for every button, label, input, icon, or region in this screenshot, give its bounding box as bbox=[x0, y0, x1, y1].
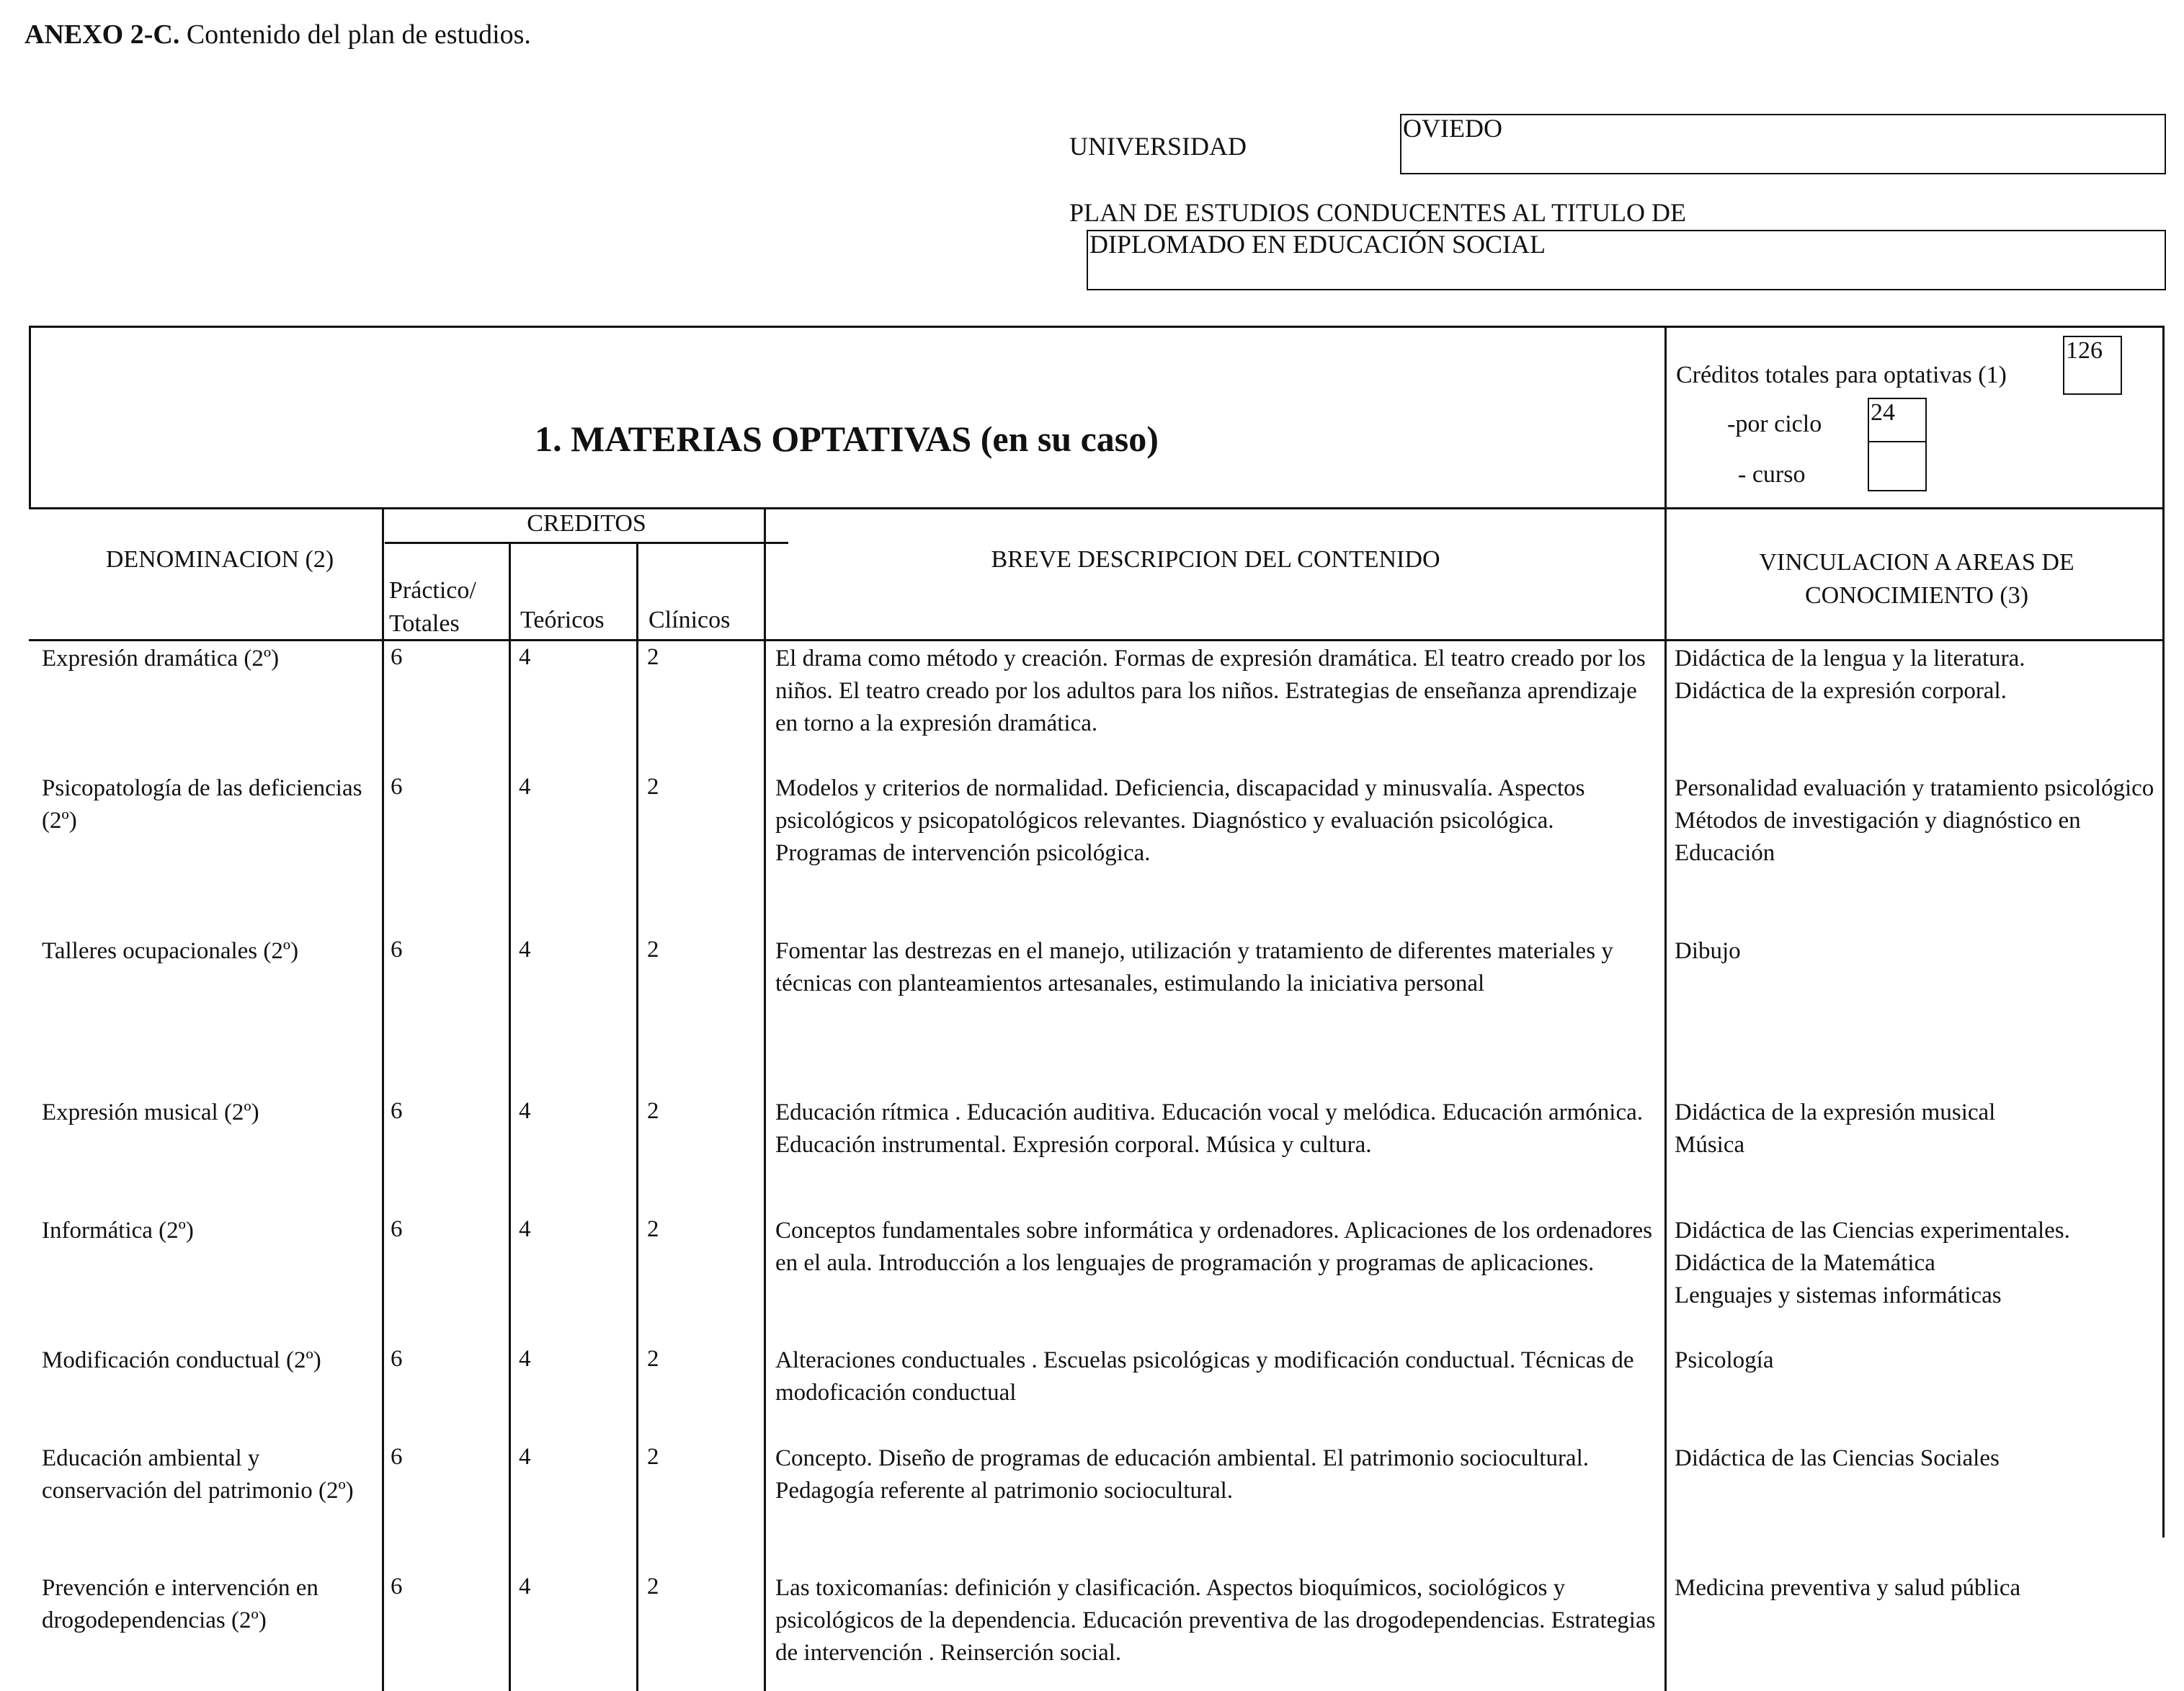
row-totales: 6 bbox=[391, 1346, 403, 1372]
row-totales: 6 bbox=[391, 1574, 403, 1599]
row-areas: Medicina preventiva y salud pública bbox=[1675, 1575, 2021, 1601]
row-teoricos: 4 bbox=[519, 937, 531, 963]
row-clinicos: 2 bbox=[647, 1098, 659, 1124]
plan-value: DIPLOMADO EN EDUCACIÓN SOCIAL bbox=[1089, 230, 1546, 259]
row-areas: Psicología bbox=[1675, 1347, 1774, 1373]
row-areas: Didáctica de la lengua y la literatura. Didáctica de la expresión corporal. bbox=[1675, 646, 2025, 704]
row-teoricos: 4 bbox=[519, 644, 531, 670]
row-description: Concepto. Diseño de programas de educación ambiental. El patrimonio sociocultural. Pedagogía referente al patrimonio sociocultural. bbox=[775, 1445, 1589, 1504]
row-areas: Personalidad evaluación y tratamiento psicológico Métodos de investigación y diagnóstico en Educación bbox=[1675, 775, 2154, 866]
annex-label: ANEXO 2-C. bbox=[24, 19, 180, 50]
row-clinicos: 2 bbox=[647, 1346, 659, 1372]
row-description: Las toxicomanías: definición y clasificación. Aspectos bioquímicos, sociológicos y psicológicos de la dependencia. Educación preventiva de las drogodependencias. Estrategias de intervención . Reinserción social. bbox=[775, 1575, 1656, 1666]
row-totales: 6 bbox=[391, 644, 403, 670]
col-descripcion: BREVE DESCRIPCION DEL CONTENIDO bbox=[991, 546, 1440, 573]
section-title: 1. MATERIAS OPTATIVAS (en su caso) bbox=[535, 419, 1159, 459]
row-name: Psicopatología de las deficiencias (2º) bbox=[42, 775, 362, 834]
row-totales: 6 bbox=[391, 1216, 403, 1242]
per-cycle-label: -por ciclo bbox=[1727, 411, 1822, 437]
row-name: Prevención e intervención en drogodependencias (2º) bbox=[42, 1575, 318, 1633]
row-areas: Didáctica de las Ciencias experimentales. Didáctica de la Matemática Lenguajes y sistemas informáticas bbox=[1675, 1218, 2070, 1308]
table-right-border-body bbox=[2162, 507, 2165, 1538]
table-left-border bbox=[29, 326, 31, 509]
row-teoricos: 4 bbox=[519, 774, 531, 800]
row-description: Conceptos fundamentales sobre informática y ordenadores. Aplicaciones de los ordenadores en el aula. Introducción a los lenguajes de programación y programas de aplicaciones. bbox=[775, 1218, 1652, 1276]
row-teoricos: 4 bbox=[519, 1216, 531, 1242]
plan-field bbox=[1087, 230, 2166, 290]
row-totales: 6 bbox=[391, 1444, 403, 1470]
row-totales: 6 bbox=[391, 937, 403, 963]
annex-title: Contenido del plan de estudios. bbox=[186, 19, 531, 50]
row-description: Educación rítmica . Educación auditiva. Educación vocal y melódica. Educación armónica. Educación instrumental. Expresión corporal. Música y cultura. bbox=[775, 1099, 1644, 1158]
col-creditos: CREDITOS bbox=[527, 510, 646, 537]
row-name: Informática (2º) bbox=[42, 1218, 194, 1244]
row-name: Expresión musical (2º) bbox=[42, 1099, 259, 1125]
col-teoricos: Teóricos bbox=[520, 607, 605, 633]
row-areas: Didáctica de las Ciencias Sociales bbox=[1675, 1445, 2000, 1471]
optional-subjects-table bbox=[29, 326, 2165, 1691]
row-name: Educación ambiental y conservación del patrimonio (2º) bbox=[42, 1445, 354, 1504]
row-clinicos: 2 bbox=[647, 937, 659, 963]
row-description: El drama como método y creación. Formas de expresión dramática. El teatro creado por los niños. El teatro creado por los adultos para los niños. Estrategias de enseñanza aprendizaje en torno a la expresión dramática. bbox=[775, 646, 1646, 736]
row-clinicos: 2 bbox=[647, 644, 659, 670]
annex-heading bbox=[24, 19, 531, 50]
row-name: Talleres ocupacionales (2º) bbox=[42, 938, 299, 964]
header-bottom-border bbox=[29, 639, 2165, 641]
vinculacion-column-divider bbox=[1664, 326, 1667, 1691]
table-right-border bbox=[2162, 326, 2165, 509]
row-clinicos: 2 bbox=[647, 1216, 659, 1242]
row-teoricos: 4 bbox=[519, 1346, 531, 1372]
credits-total-label: Créditos totales para optativas (1) bbox=[1676, 362, 2007, 388]
creditos-underline bbox=[385, 542, 788, 544]
row-totales: 6 bbox=[391, 1098, 403, 1124]
row-areas: Didáctica de la expresión musical Música bbox=[1675, 1099, 1996, 1158]
per-cycle-value: 24 bbox=[1871, 399, 1895, 426]
plan-label: PLAN DE ESTUDIOS CONDUCENTES AL TITULO DE bbox=[1069, 198, 1686, 227]
row-name: Modificación conductual (2º) bbox=[42, 1347, 321, 1373]
divider-name-credits bbox=[382, 507, 384, 1691]
row-areas: Dibujo bbox=[1675, 938, 1741, 964]
row-description: Fomentar las destrezas en el manejo, utilización y tratamiento de diferentes materiales y técnicas con planteamientos artesanales, estimulando la iniciativa personal bbox=[775, 938, 1613, 996]
row-name: Expresión dramática (2º) bbox=[42, 646, 280, 672]
divider-totales-teoricos bbox=[509, 542, 511, 1691]
row-teoricos: 4 bbox=[519, 1098, 531, 1124]
row-clinicos: 2 bbox=[647, 1574, 659, 1599]
per-course-label: - curso bbox=[1738, 461, 1806, 488]
row-description: Modelos y criterios de normalidad. Deficiencia, discapacidad y minusvalía. Aspectos psicológicos y psicopatológicos relevantes. Diagnóstico y evaluación psicológica. Programas de intervención psicológica. bbox=[775, 775, 1585, 866]
divider-teoricos-clinicos bbox=[636, 542, 638, 1691]
university-value: OVIEDO bbox=[1403, 114, 1502, 143]
title-bottom-border bbox=[29, 507, 2165, 509]
per-cycle-box bbox=[1868, 398, 1927, 442]
credits-total-box bbox=[2063, 336, 2122, 395]
divider-credits-description bbox=[764, 507, 766, 1691]
col-vinculacion: VINCULACION A AREAS DE CONOCIMIENTO (3) bbox=[1759, 549, 2074, 609]
col-totales: Práctico/ Totales bbox=[389, 577, 476, 637]
university-label: UNIVERSIDAD bbox=[1069, 132, 1247, 161]
col-clinicos: Clínicos bbox=[648, 607, 731, 633]
row-teoricos: 4 bbox=[519, 1574, 531, 1599]
row-description: Alteraciones conductuales . Escuelas psicológicas y modificación conductual. Técnicas de modoficación conductual bbox=[775, 1347, 1634, 1406]
row-clinicos: 2 bbox=[647, 1444, 659, 1470]
row-totales: 6 bbox=[391, 774, 403, 800]
row-teoricos: 4 bbox=[519, 1444, 531, 1470]
table-top-border bbox=[29, 326, 2165, 328]
per-course-box bbox=[1868, 441, 1927, 491]
university-field bbox=[1400, 114, 2166, 174]
row-clinicos: 2 bbox=[647, 774, 659, 800]
col-denominacion: DENOMINACION (2) bbox=[105, 546, 334, 573]
credits-total-value: 126 bbox=[2066, 337, 2103, 364]
